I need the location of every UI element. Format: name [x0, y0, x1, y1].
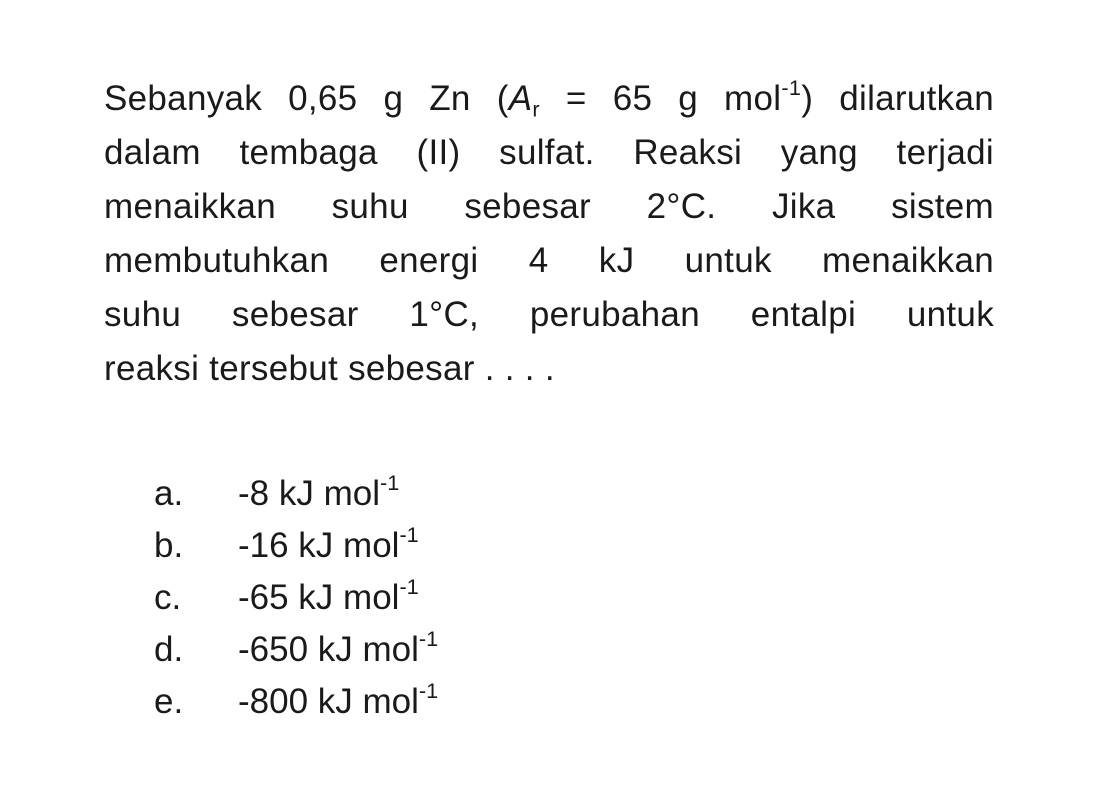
question-line-5: suhu sebesar 1°C, perubahan entalpi untuk	[104, 295, 994, 334]
option-value-superscript: -1	[379, 469, 400, 495]
option-e[interactable]	[154, 676, 438, 728]
option-value-text: -8 kJ mol	[238, 474, 380, 513]
question-line-1-pre: Sebanyak 0,65 g Zn (	[104, 79, 509, 118]
option-value-superscript: -1	[399, 573, 419, 599]
option-letter: a.	[154, 474, 184, 513]
option-letter: b.	[154, 526, 184, 565]
option-value	[238, 676, 438, 728]
option-value-superscript: -1	[418, 677, 439, 703]
option-b[interactable]	[154, 520, 438, 572]
option-c[interactable]	[154, 572, 438, 624]
option-letter: d.	[154, 630, 184, 669]
option-value-text: -65 kJ mol	[238, 578, 400, 617]
question-line-4: membutuhkan energi 4 kJ untuk menaikkan	[104, 241, 994, 280]
question-line-1-mid: = 65 g mol	[539, 79, 782, 118]
option-value	[238, 572, 419, 624]
option-value-text: -16 kJ mol	[238, 526, 400, 565]
option-value-superscript: -1	[399, 521, 419, 547]
relative-atomic-mass-subscript: r	[532, 96, 540, 122]
question-line-6: reaksi tersebut sebesar . . . .	[104, 349, 555, 388]
option-value-superscript: -1	[418, 625, 439, 651]
option-a[interactable]	[154, 468, 438, 520]
option-value-text: -650 kJ mol	[238, 630, 419, 669]
question-line-1	[104, 72, 994, 126]
question-line-1-post: ) dilarutkan	[801, 79, 994, 118]
relative-atomic-mass-symbol: A	[508, 79, 533, 118]
option-d[interactable]	[154, 624, 438, 676]
option-letter: c.	[154, 578, 182, 617]
question-line-1-superscript: -1	[781, 74, 802, 100]
option-value	[238, 468, 399, 520]
option-value	[238, 624, 438, 676]
question-line-2: dalam tembaga (II) sulfat. Reaksi yang terjadi	[104, 133, 994, 172]
option-letter: e.	[154, 682, 184, 721]
option-value	[238, 520, 419, 572]
option-value-text: -800 kJ mol	[238, 682, 419, 721]
question-line-3: menaikkan suhu sebesar 2°C. Jika sistem	[104, 187, 994, 226]
answer-options	[154, 468, 438, 728]
question-text	[104, 72, 994, 396]
